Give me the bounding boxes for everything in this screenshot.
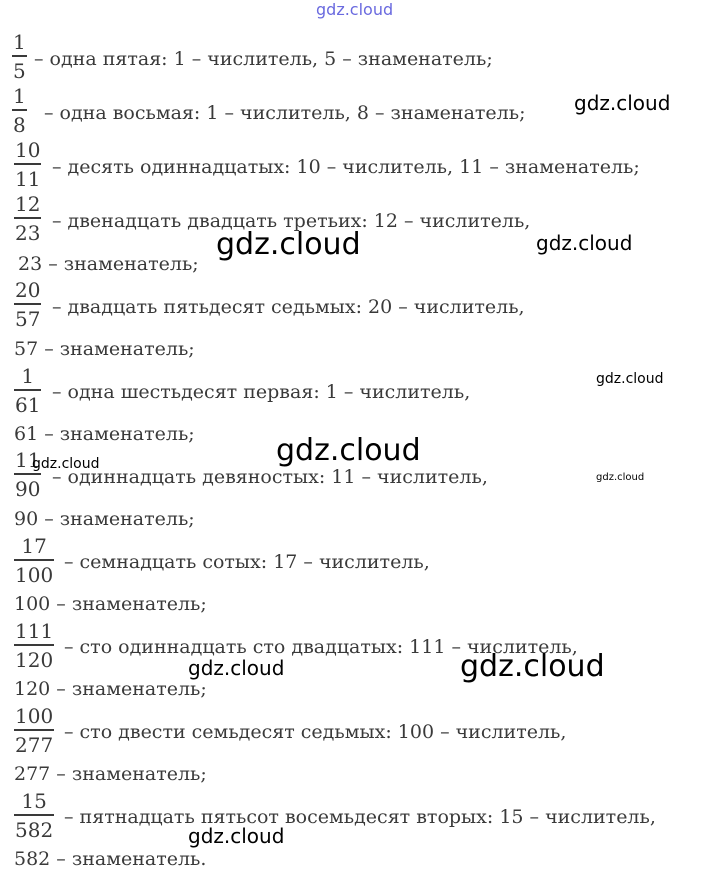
denominator: 5 — [13, 59, 26, 83]
fraction-17-100 — [14, 536, 54, 585]
denominator: 100 — [15, 563, 54, 587]
watermark-small: gdz.cloud — [596, 371, 664, 387]
fraction-bar — [14, 389, 41, 391]
fraction-bar — [14, 559, 54, 561]
fraction-continuation: 90 – знаменатель; — [14, 508, 195, 530]
numerator: 111 — [15, 619, 54, 643]
denominator: 582 — [15, 818, 54, 842]
fraction-bar — [14, 814, 54, 816]
fraction-1-61 — [14, 366, 41, 415]
fraction-bar — [14, 303, 41, 305]
watermark-large: gdz.cloud — [216, 227, 361, 262]
fraction-description: – одиннадцать девяностых: 11 – числитель, — [52, 466, 488, 488]
denominator: 120 — [15, 648, 54, 672]
fraction-description: – семнадцать сотых: 17 – числитель, — [64, 551, 430, 573]
watermark: gdz.cloud — [188, 824, 285, 848]
denominator: 57 — [15, 307, 41, 331]
fraction-bar — [14, 473, 41, 475]
fraction-bar — [12, 109, 27, 111]
fraction-continuation: 277 – знаменатель; — [14, 763, 207, 785]
denominator: 90 — [15, 477, 41, 501]
numerator: 20 — [15, 278, 41, 302]
fraction-continuation: 23 – знаменатель; — [18, 253, 199, 275]
watermark-top: gdz.cloud — [316, 0, 394, 19]
fraction-bar — [14, 644, 54, 646]
fraction-continuation: 120 – знаменатель; — [14, 678, 207, 700]
fraction-15-582 — [14, 791, 54, 840]
fraction-bar — [14, 217, 41, 219]
fraction-description: – сто одиннадцать сто двадцатых: 111 – числитель, — [64, 636, 578, 658]
watermark-large: gdz.cloud — [276, 433, 421, 468]
watermark: gdz.cloud — [536, 231, 633, 255]
fraction-description: – одна пятая: 1 – числитель, 5 – знаменатель; — [34, 48, 493, 70]
numerator: 10 — [15, 138, 41, 162]
fraction-20-57 — [14, 280, 41, 329]
denominator: 277 — [15, 733, 54, 757]
numerator: 100 — [15, 704, 54, 728]
fraction-continuation: 61 – знаменатель; — [14, 423, 195, 445]
watermark-small: gdz.cloud — [32, 456, 100, 472]
fraction-continuation: 582 – знаменатель. — [14, 848, 207, 870]
fraction-description: – одна шестьдесят первая: 1 – числитель, — [52, 381, 471, 403]
denominator: 61 — [15, 393, 41, 417]
fraction-1-8 — [12, 86, 27, 135]
fraction-description: – десять одиннадцатых: 10 – числитель, 11 – знаменатель; — [52, 156, 640, 178]
numerator: 1 — [21, 364, 35, 388]
fraction-description: – двадцать пятьдесят седьмых: 20 – числитель, — [52, 296, 525, 318]
numerator: 17 — [21, 534, 47, 558]
fraction-111-120 — [14, 621, 54, 670]
fraction-continuation: 57 – знаменатель; — [14, 338, 195, 360]
denominator: 8 — [13, 113, 26, 137]
numerator: 15 — [21, 789, 47, 813]
fraction-12-23 — [14, 194, 41, 243]
fraction-bar — [14, 163, 41, 165]
fraction-bar — [14, 729, 54, 731]
fraction-1-5 — [12, 32, 27, 81]
watermark: gdz.cloud — [188, 656, 285, 680]
denominator: 11 — [15, 167, 41, 191]
watermark-large: gdz.cloud — [460, 649, 605, 684]
watermark: gdz.cloud — [574, 91, 671, 115]
numerator: 12 — [15, 192, 41, 216]
numerator: 1 — [13, 30, 26, 54]
numerator: 11 — [15, 448, 41, 472]
numerator: 1 — [13, 84, 26, 108]
fraction-description: – двенадцать двадцать третьих: 12 – числитель, — [52, 210, 531, 232]
denominator: 23 — [15, 221, 41, 245]
fraction-description: – пятнадцать пятьсот восемьдесят вторых: 15 – числитель, — [64, 806, 656, 828]
watermark-tiny: gdz.cloud — [596, 472, 645, 483]
fraction-description: – сто двести семьдесят седьмых: 100 – числитель, — [64, 721, 567, 743]
fraction-10-11 — [14, 140, 41, 189]
fraction-description: – одна восьмая: 1 – числитель, 8 – знаменатель; — [44, 102, 526, 124]
fraction-bar — [12, 55, 27, 57]
fraction-100-277 — [14, 706, 54, 755]
fraction-continuation: 100 – знаменатель; — [14, 593, 207, 615]
